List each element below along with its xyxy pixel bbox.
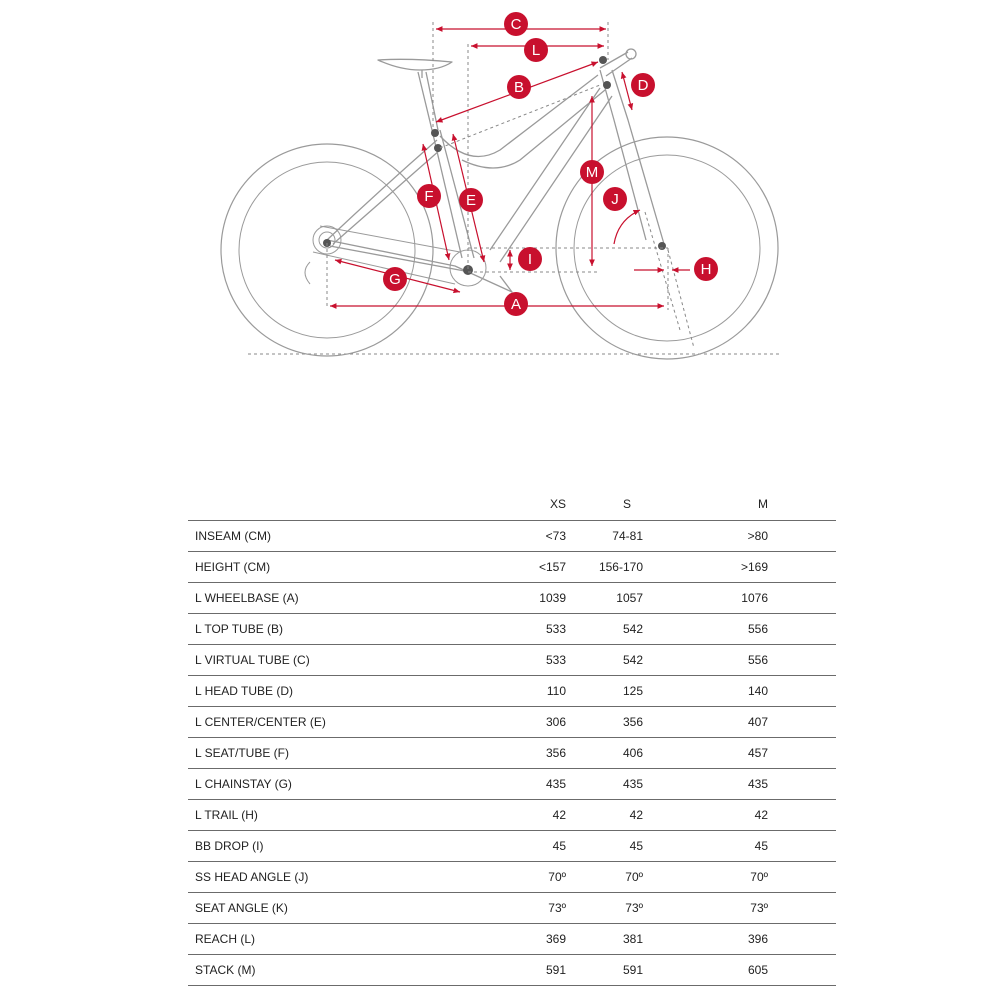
column-header: S: [622, 497, 631, 511]
cell-value: 556: [643, 645, 778, 676]
row-label: L SEAT/TUBE (F): [188, 738, 438, 769]
header-blank: [188, 488, 438, 521]
svg-text:M: M: [585, 164, 599, 181]
cell-value: <157: [438, 552, 578, 583]
badge-a: [504, 292, 528, 316]
row-label: SEAT ANGLE (K): [188, 893, 438, 924]
row-label: L WHEELBASE (A): [188, 583, 438, 614]
bike-geometry-diagram: [0, 0, 1000, 400]
cell-value: 1039: [438, 583, 578, 614]
column-header: XS: [549, 497, 566, 511]
dimension-lines: [330, 29, 690, 306]
badge-g: [383, 267, 407, 291]
table-row: [188, 645, 836, 676]
row-spacer: [778, 583, 836, 614]
row-spacer: [778, 552, 836, 583]
cell-value: 125: [578, 676, 643, 707]
badge-i: [518, 247, 542, 271]
cell-value: >80: [643, 521, 778, 552]
badge-e: [459, 188, 483, 212]
row-spacer: [778, 800, 836, 831]
cell-value: 591: [578, 955, 643, 986]
row-spacer: [778, 738, 836, 769]
cell-value: 591: [438, 955, 578, 986]
svg-text:H: H: [700, 261, 712, 278]
svg-text:A: A: [510, 296, 522, 313]
geometry-table-body: [188, 521, 836, 986]
cell-value: 156-170: [578, 552, 643, 583]
row-label: L CHAINSTAY (G): [188, 769, 438, 800]
cell-value: 70º: [643, 862, 778, 893]
cell-value: 1076: [643, 583, 778, 614]
geometry-table: [188, 488, 836, 986]
row-label: REACH (L): [188, 924, 438, 955]
cell-value: 435: [643, 769, 778, 800]
row-spacer: [778, 521, 836, 552]
row-spacer: [778, 955, 836, 986]
svg-text:C: C: [510, 16, 522, 33]
cell-value: 556: [643, 614, 778, 645]
cell-value: 74-81: [578, 521, 643, 552]
cell-value: 406: [578, 738, 643, 769]
row-spacer: [778, 862, 836, 893]
cell-value: 435: [438, 769, 578, 800]
cell-value: 306: [438, 707, 578, 738]
cell-value: 356: [438, 738, 578, 769]
badge-c: [504, 12, 528, 36]
cell-value: 45: [438, 831, 578, 862]
row-label: L VIRTUAL TUBE (C): [188, 645, 438, 676]
row-label: STACK (M): [188, 955, 438, 986]
table-row: [188, 831, 836, 862]
table-row: [188, 552, 836, 583]
badge-h: [694, 257, 718, 281]
row-label: L TOP TUBE (B): [188, 614, 438, 645]
table-row: [188, 707, 836, 738]
row-label: L TRAIL (H): [188, 800, 438, 831]
cell-value: 45: [643, 831, 778, 862]
cell-value: >169: [643, 552, 778, 583]
cell-value: 140: [643, 676, 778, 707]
column-header: M: [758, 497, 768, 511]
table-row: [188, 924, 836, 955]
cell-value: 356: [578, 707, 643, 738]
cell-value: 407: [643, 707, 778, 738]
dim-j: [614, 210, 640, 244]
cell-value: <73: [438, 521, 578, 552]
cell-value: 42: [643, 800, 778, 831]
cell-value: 70º: [438, 862, 578, 893]
row-spacer: [778, 676, 836, 707]
row-spacer: [778, 707, 836, 738]
svg-text:B: B: [513, 79, 525, 96]
row-label: HEIGHT (CM): [188, 552, 438, 583]
row-label: INSEAM (CM): [188, 521, 438, 552]
cell-value: 435: [578, 769, 643, 800]
cell-value: 1057: [578, 583, 643, 614]
row-spacer: [778, 831, 836, 862]
table-row: [188, 893, 836, 924]
cell-value: 73º: [643, 893, 778, 924]
cell-value: 73º: [578, 893, 643, 924]
svg-text:D: D: [637, 77, 649, 94]
badge-j: [603, 187, 627, 211]
cell-value: 42: [578, 800, 643, 831]
cell-value: 457: [643, 738, 778, 769]
cell-value: 45: [578, 831, 643, 862]
cell-value: 70º: [578, 862, 643, 893]
cell-value: 542: [578, 645, 643, 676]
cell-value: 381: [578, 924, 643, 955]
badge-b: [507, 75, 531, 99]
table-row: [188, 521, 836, 552]
cell-value: 110: [438, 676, 578, 707]
row-label: L CENTER/CENTER (E): [188, 707, 438, 738]
badge-l: [524, 38, 548, 62]
cell-value: 605: [643, 955, 778, 986]
cell-value: 42: [438, 800, 578, 831]
badge-f: [417, 184, 441, 208]
row-spacer: [778, 645, 836, 676]
header-blank: [778, 488, 836, 521]
row-label: BB DROP (I): [188, 831, 438, 862]
cell-value: 396: [643, 924, 778, 955]
svg-text:F: F: [424, 188, 434, 205]
cell-value: 369: [438, 924, 578, 955]
svg-text:J: J: [611, 191, 619, 208]
row-spacer: [778, 769, 836, 800]
row-label: L HEAD TUBE (D): [188, 676, 438, 707]
table-row: [188, 676, 836, 707]
table-row: [188, 738, 836, 769]
table-row: [188, 583, 836, 614]
row-label: SS HEAD ANGLE (J): [188, 862, 438, 893]
svg-text:I: I: [527, 251, 533, 268]
svg-text:E: E: [465, 192, 477, 209]
table-header-row: [188, 488, 836, 521]
svg-text:L: L: [531, 42, 541, 59]
table-row: [188, 862, 836, 893]
cell-value: 533: [438, 645, 578, 676]
row-spacer: [778, 614, 836, 645]
cell-value: 542: [578, 614, 643, 645]
badge-d: [631, 73, 655, 97]
row-spacer: [778, 893, 836, 924]
svg-text:G: G: [389, 271, 401, 288]
table-row: [188, 955, 836, 986]
bike-frame: [327, 49, 664, 292]
cell-value: 73º: [438, 893, 578, 924]
table-row: [188, 614, 836, 645]
row-spacer: [778, 924, 836, 955]
badge-m: [580, 160, 604, 184]
cell-value: 533: [438, 614, 578, 645]
table-row: [188, 769, 836, 800]
table-row: [188, 800, 836, 831]
